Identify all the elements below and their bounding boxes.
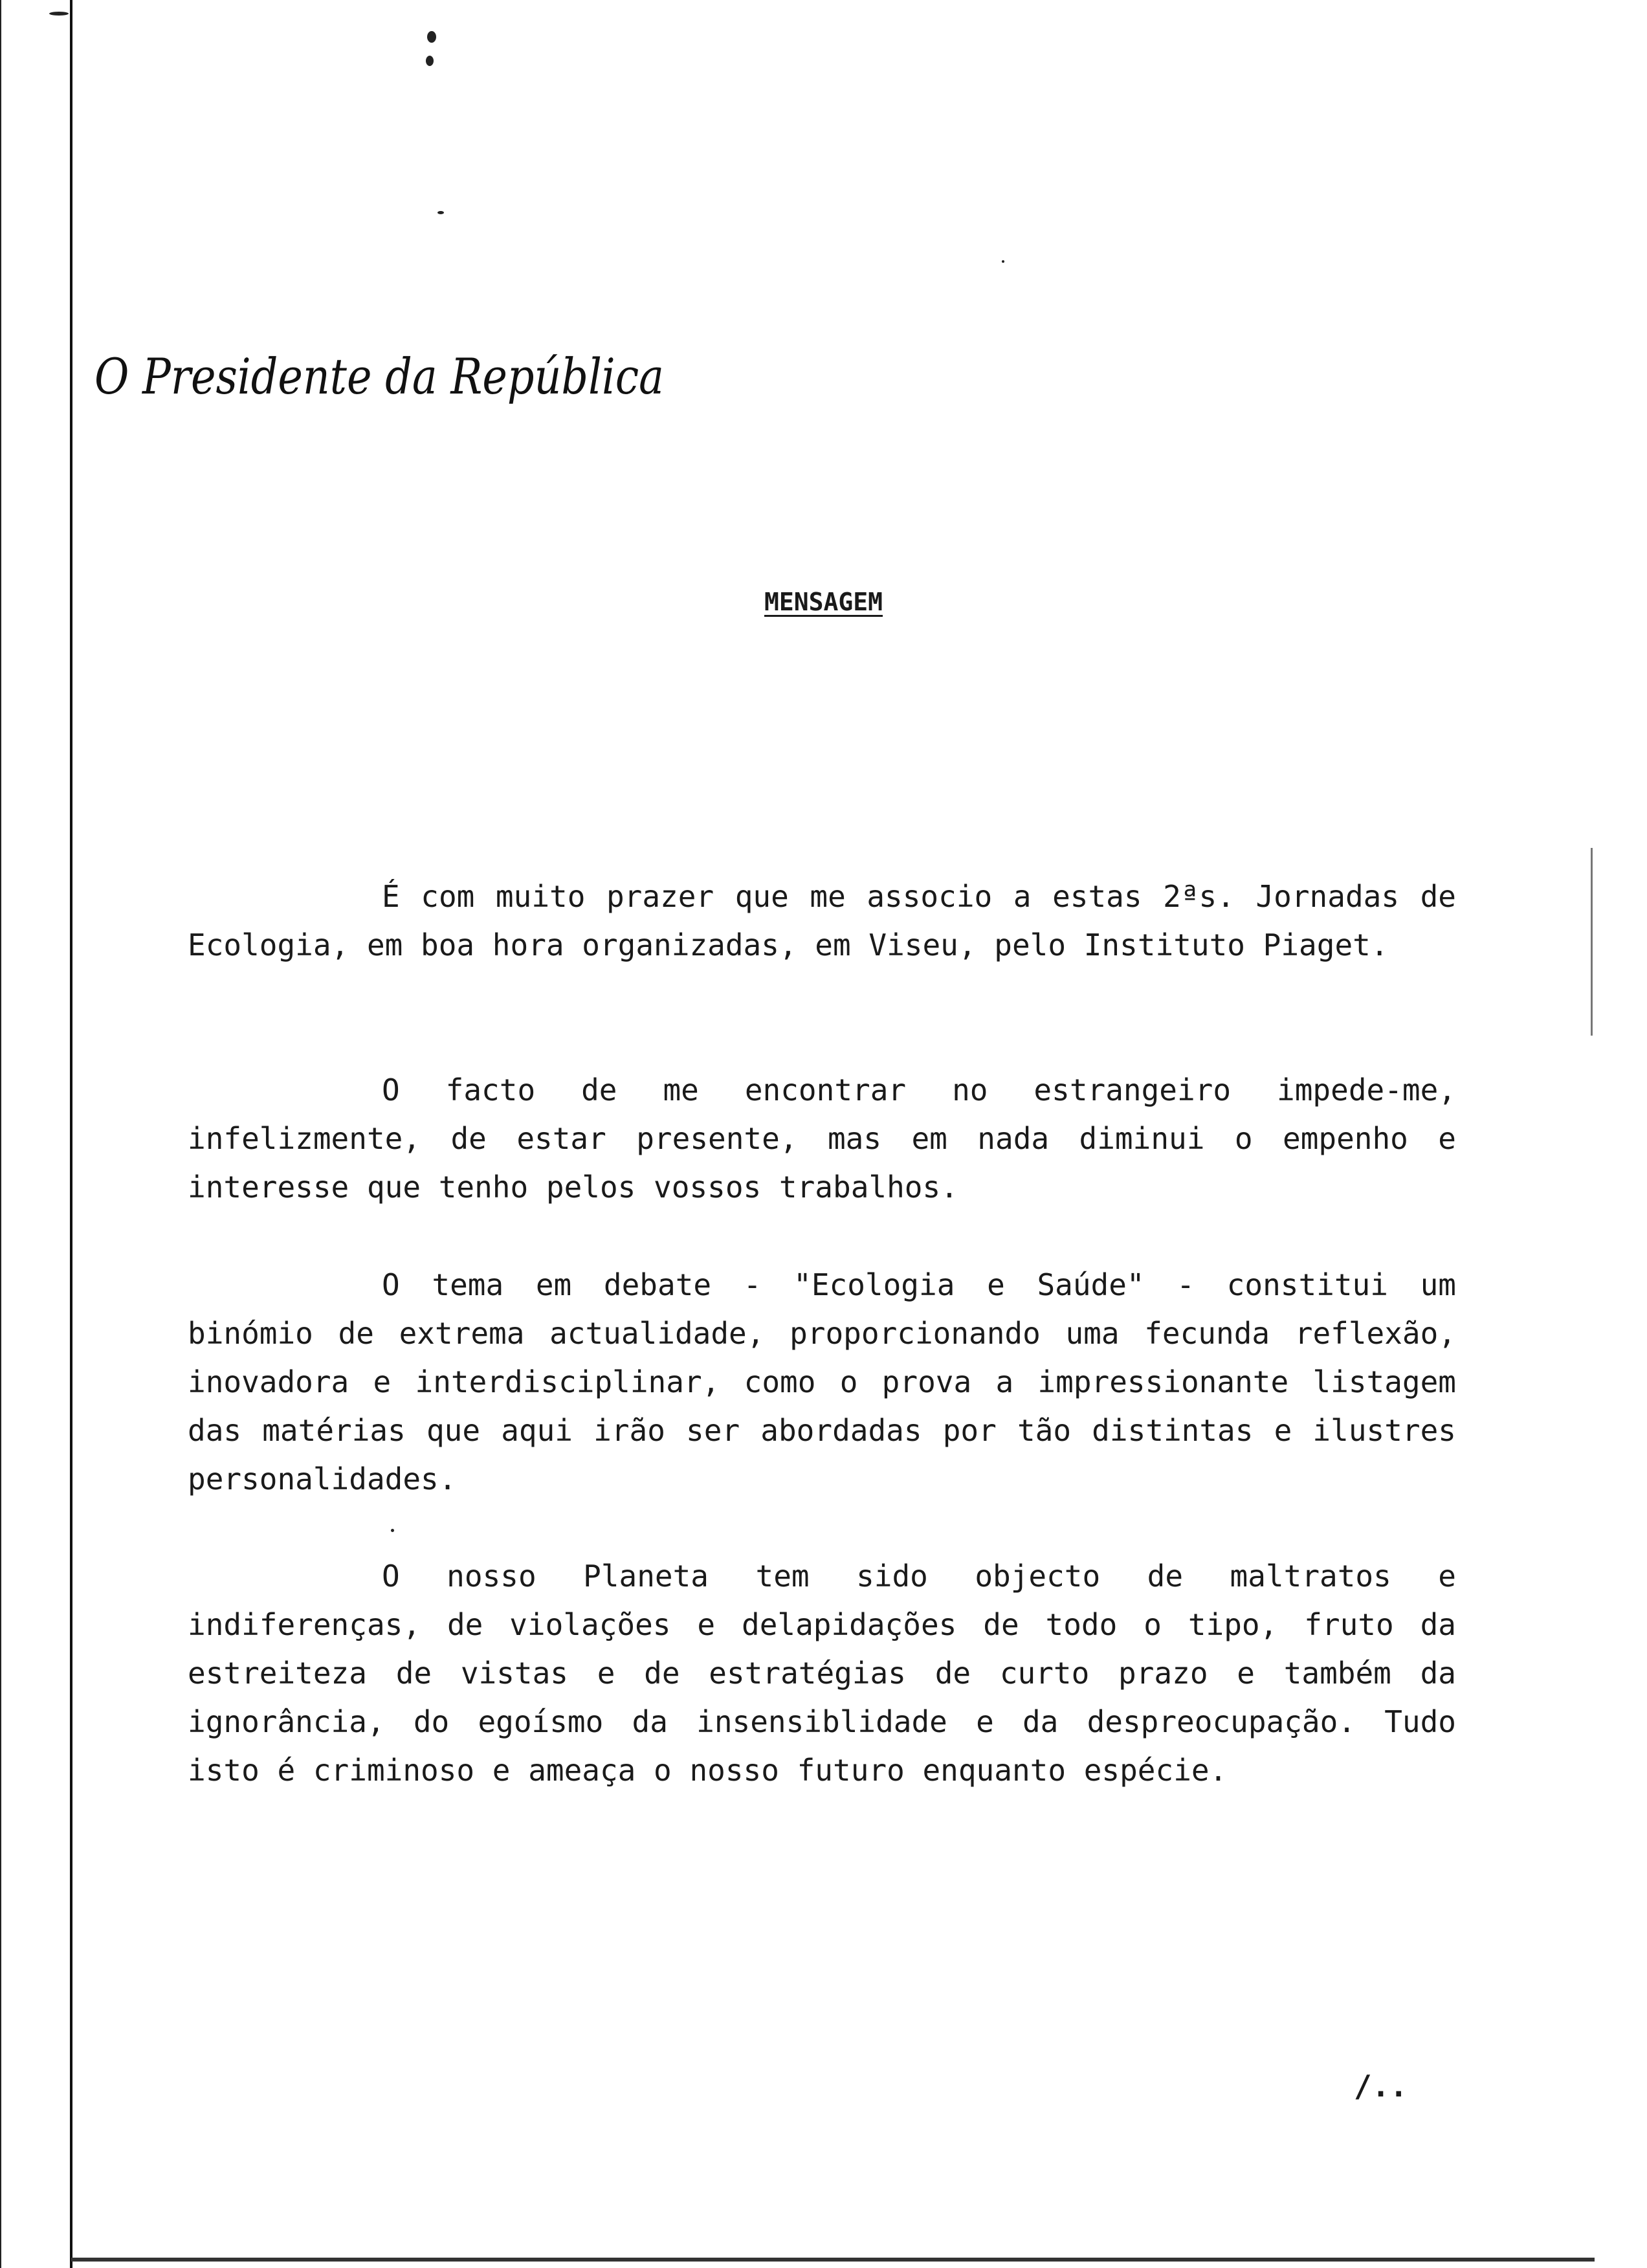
scan-speck [437, 211, 444, 214]
letterhead-text: O Presidente da República [94, 348, 664, 405]
letterhead-script [91, 337, 673, 414]
binding-margin-line [70, 0, 72, 2268]
scan-speck [49, 12, 69, 16]
scan-speck [427, 31, 436, 43]
scan-edge-left [0, 0, 1, 2268]
scan-speck [1002, 260, 1004, 263]
scan-edge-bottom [71, 2258, 1595, 2262]
document-heading: MENSAGEM [764, 588, 883, 616]
paragraph-4: O nosso Planeta tem sido objecto de maltratos e indiferenças, de violações e delapidações de todo o tipo, fruto da estreiteza de vistas e de estratégias de curto prazo e também da ignorância, do egoísmo da insensiblidade e da despreocupação. Tudo isto é criminoso e ameaça o nosso futuro enquanto espécie. [188, 1559, 1456, 1788]
scan-speck [426, 56, 434, 66]
scan-edge-right [1591, 848, 1593, 1036]
scan-speck [391, 1529, 394, 1532]
paragraph-3: O tema em debate - "Ecologia e Saúde" - constitui um binómio de extrema actualidade, proporcionando uma fecunda reflexão, inovadora e interdisciplinar, como o prova a impressionante listagem das matérias que aqui irão ser abordadas por tão distintas e ilustres personalidades. [188, 1267, 1456, 1496]
letterhead-logo [91, 337, 673, 414]
continuation-mark: /.. [1354, 2069, 1408, 2104]
paragraph-1: É com muito prazer que me associo a estas 2ªs. Jornadas de Ecologia, em boa hora organizadas, em Viseu, pelo Instituto Piaget. [188, 879, 1456, 962]
paragraph-2: O facto de me encontrar no estrangeiro impede-me, infelizmente, de estar presente, mas em nada diminui o empenho e interesse que tenho pelos vossos trabalhos. [188, 1073, 1456, 1205]
